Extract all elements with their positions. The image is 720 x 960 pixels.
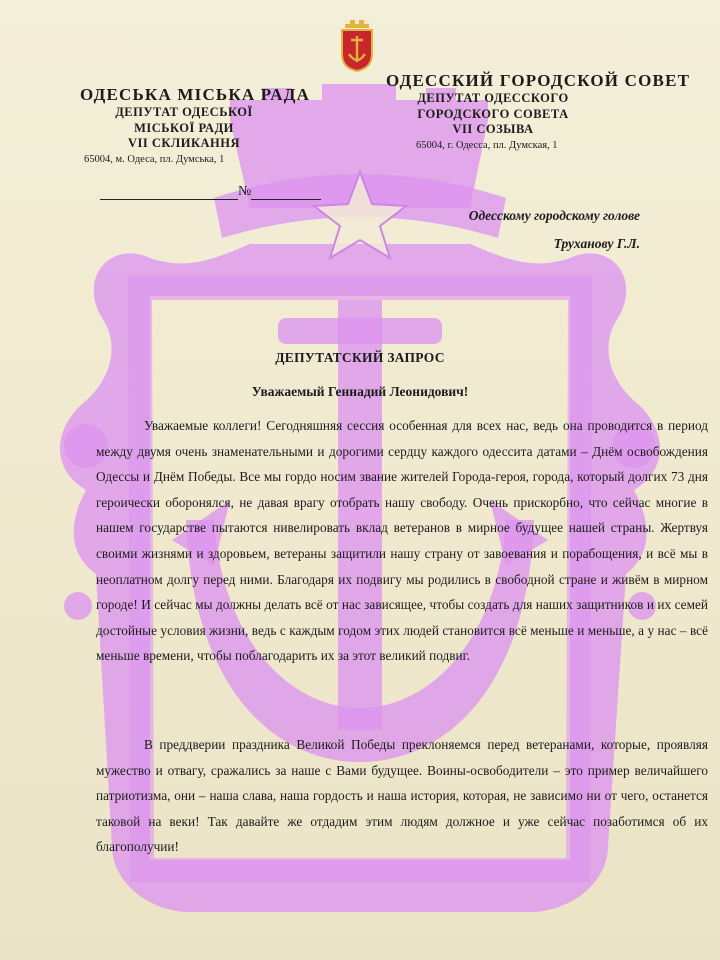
header-russian xyxy=(386,72,690,151)
date-blank xyxy=(100,185,238,200)
addressee-line-2: Труханову Г.Л. xyxy=(553,236,640,251)
deputy-line-ua-2: МІСЬКОЇ РАДИ xyxy=(134,120,234,135)
council-title-ru: ОДЕССКИЙ ГОРОДСКОЙ СОВЕТ xyxy=(386,71,691,90)
addressee-block xyxy=(469,202,640,258)
salutation: Уважаемый Геннадий Леонидович! xyxy=(251,384,469,399)
body-paragraph-1 xyxy=(96,413,708,669)
number-blank xyxy=(251,185,321,200)
deputy-line-ru-2: ГОРОДСКОГО СОВЕТА xyxy=(417,106,569,121)
body-paragraph-2-text: В преддверии праздника Великой Победы преклоняемся перед ветеранами, которые, проявляя мужество и отвагу, сражались за наше с Вами будущее. Воины-освободители – это пример величайшего патриотизма, они – наша слава, наша гордость и наша история, которая, не зависимо ни от чего, останется таковой на веки! Так давайте же отдадим этим людям должное и уже сейчас позаботимся об их благополучии! xyxy=(96,737,708,855)
deputy-line-ru-3: VII СОЗЫВА xyxy=(452,122,534,136)
body-paragraph-2 xyxy=(96,732,708,860)
body-paragraph-1-text: Уважаемые коллеги! Сегодняшняя сессия особенная для всех нас, ведь она проводится в период между двумя очень знаменательными и дорогими сердцу каждого одессита датами – Днём освобождения Одессы и Днём Победы. Все мы гордо носим звание жителей Города-героя, города, который долгих 73 дня героически оборонялся, не давая врагу отобрать нашу свободу. Очень прискорбно, что сейчас многие в нашем государстве пытаются нивелировать вклад ветеранов в мирное будущее нашей страны. Жертвуя своими жизнями и здоровьем, ветераны защитили нашу страну от завоевания и порабощения, и всё мы в неоплатном долгу перед ними. Благодаря их подвигу мы родились в свободной стране и живём в мирном городе! И сейчас мы должны делать всё от нас зависящее, чтобы создать для наших защитников и их семей достойные условия жизни, ведь с каждым годом этих людей становится всё меньше и меньше, а у нас – всё меньше времени, чтобы поблагодарить их за этот великий подвиг. xyxy=(96,418,708,664)
address-ru: 65004, г. Одесса, пл. Думская, 1 xyxy=(416,139,558,151)
deputy-line-ua-3: VII СКЛИКАННЯ xyxy=(127,136,241,150)
odesa-coat-of-arms-icon xyxy=(340,20,374,72)
header-ukrainian xyxy=(80,86,310,165)
deputy-line-ua-1: ДЕПУТАТ ОДЕСЬКОЇ xyxy=(115,105,253,119)
request-title: ДЕПУТАТСКИЙ ЗАПРОС xyxy=(275,350,445,365)
registration-line xyxy=(100,184,321,200)
number-sign: № xyxy=(238,184,252,199)
address-ua: 65004, м. Одеса, пл. Думська, 1 xyxy=(84,153,225,165)
addressee-line-1: Одесскому городскому голове xyxy=(468,208,640,223)
council-title-ua: ОДЕСЬКА МІСЬКА РАДА xyxy=(80,85,311,104)
deputy-line-ru-1: ДЕПУТАТ ОДЕССКОГО xyxy=(417,91,569,105)
